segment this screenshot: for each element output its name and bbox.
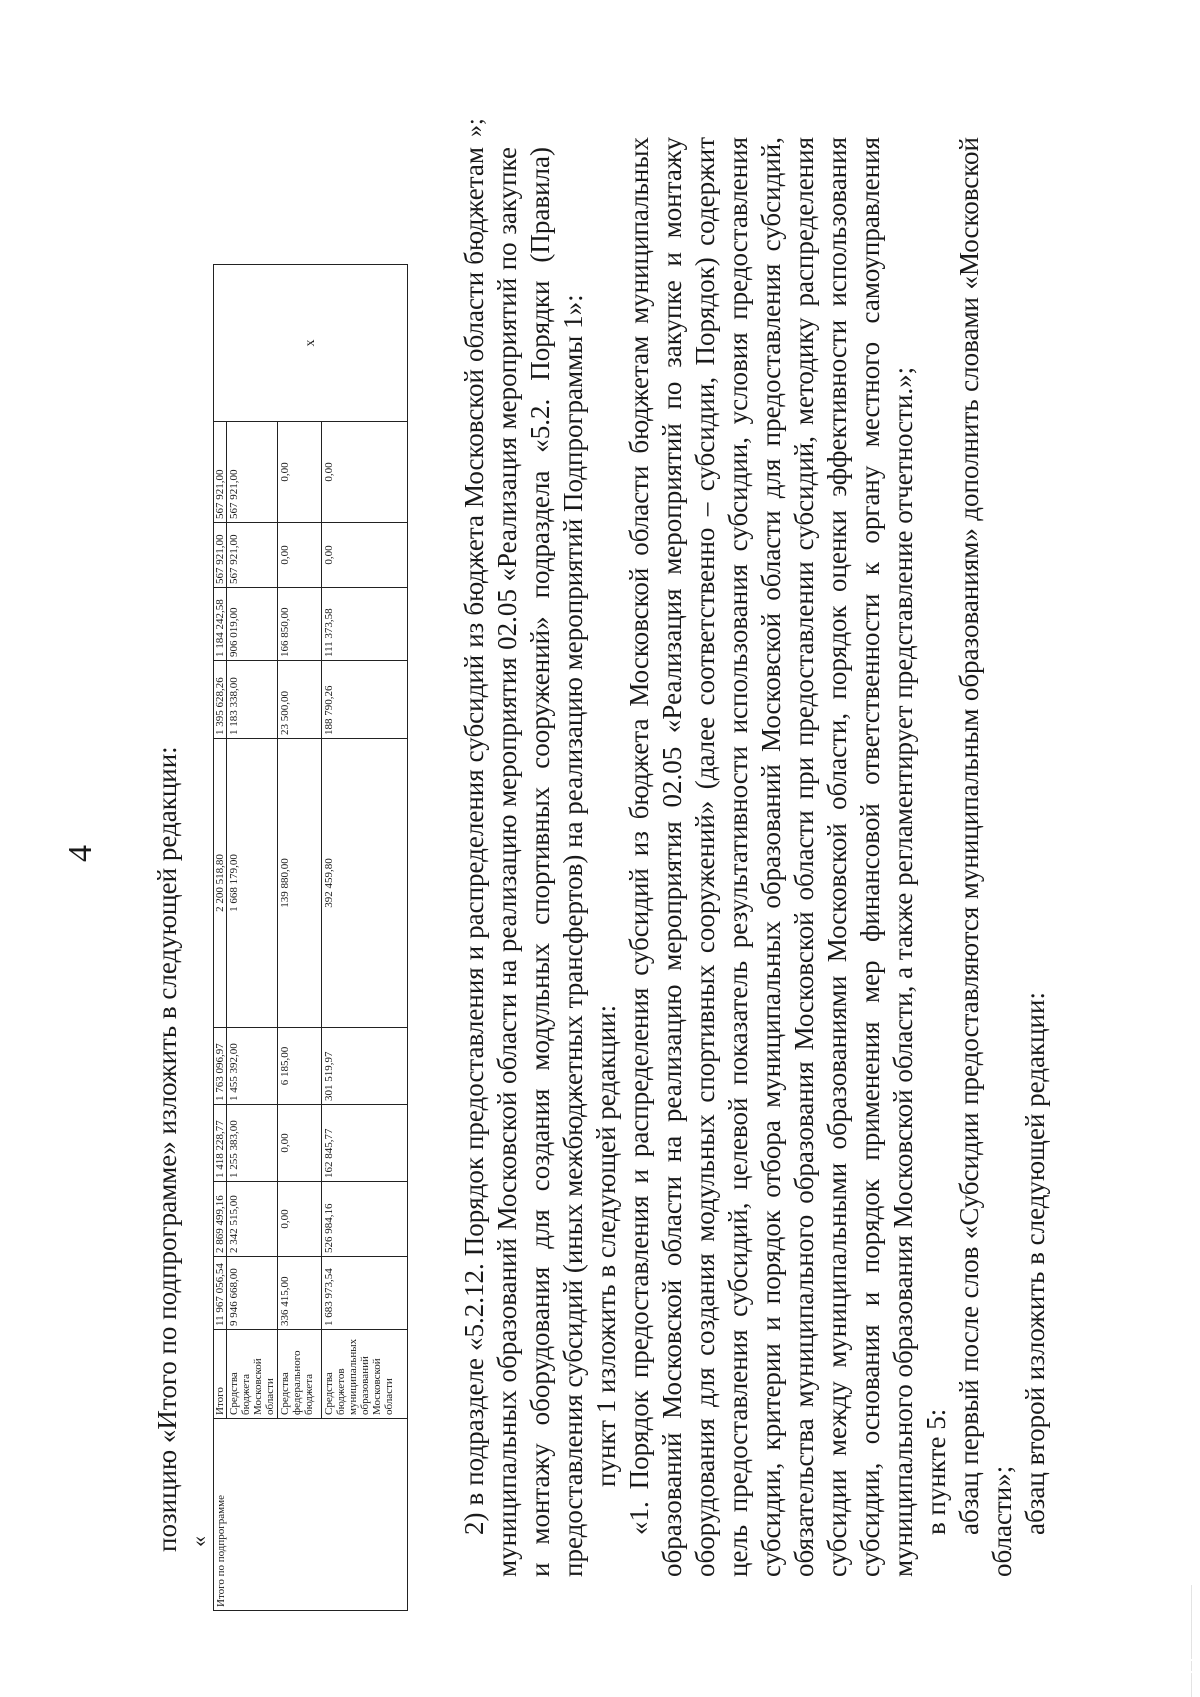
table-row-label: Итого по подпрограмме <box>214 1419 408 1611</box>
table-mark: x <box>214 265 408 422</box>
total-value: 1 395 628,26 <box>214 677 226 735</box>
municipal-value: 111 373,58 <box>322 588 408 661</box>
federal-value: 6 185,00 <box>278 1028 322 1105</box>
total-value: 567 921,00 <box>214 534 226 584</box>
federal-value: 139 880,00 <box>278 739 322 1028</box>
federal-value: 23 500,00 <box>278 661 322 739</box>
total-value: 567 921,00 <box>214 469 226 519</box>
municipal-value: 1 683 973,54 <box>322 1257 408 1330</box>
federal-value: 0,00 <box>278 523 322 588</box>
row-label-municipal: Средства бюджетов муниципальных образований Московской области <box>322 1330 408 1419</box>
total-value: 1 184 242,58 <box>214 599 226 657</box>
row-label-total: Итого <box>214 1387 226 1415</box>
total-value: 2 869 499,16 <box>214 1195 226 1253</box>
regional-value: 1 455 392,00 <box>227 1028 278 1105</box>
paragraph-point-5-first: абзац первый после слов «Субсидии предоставляются муниципальным образованиям» дополнить словами «Московской области»; <box>954 137 1017 1577</box>
subprogram-total-table <box>213 264 408 1611</box>
paragraph-point-5-second: абзац второй изложить в следующей редакции: <box>1020 992 1050 1535</box>
regional-value: 2 342 515,00 <box>227 1182 278 1257</box>
regional-value: 1 668 179,00 <box>227 739 278 1028</box>
row-label-regional: Средства бюджета Московской области <box>227 1330 278 1419</box>
regional-value: 567 921,00 <box>227 422 278 523</box>
regional-value: 9 946 668,00 <box>227 1257 278 1330</box>
total-value: 1 763 096,97 <box>214 1043 226 1101</box>
row-label-federal: Средства федерального бюджета <box>278 1330 322 1419</box>
document-body <box>458 137 1052 1577</box>
regional-value: 1 183 338,00 <box>227 661 278 739</box>
municipal-value: 0,00 <box>322 422 408 523</box>
scan-footer: ............ ..... ..................................... <box>1185 1585 1194 1697</box>
federal-value: 166 850,00 <box>278 588 322 661</box>
regional-value: 567 921,00 <box>227 523 278 588</box>
paragraph-point-5: в пункте 5: <box>921 1408 951 1535</box>
total-value: 1 418 228,77 <box>214 1120 226 1178</box>
municipal-value: 0,00 <box>322 523 408 588</box>
table-label-cell <box>214 1330 227 1419</box>
page-number: 4 <box>62 845 99 862</box>
municipal-value: 162 845,77 <box>322 1105 408 1182</box>
municipal-value: 301 519,97 <box>322 1028 408 1105</box>
federal-value: 0,00 <box>278 1182 322 1257</box>
paragraph-point-1-intro: пункт 1 изложить в следующей редакции: <box>591 1004 621 1487</box>
intro-line: позицию «Итого по подпрограмме» изложить в следующей редакции: <box>152 746 182 1552</box>
federal-value: 0,00 <box>278 1105 322 1182</box>
open-quote: « <box>186 1536 211 1547</box>
regional-value: 1 255 383,00 <box>227 1105 278 1182</box>
regional-value: 906 019,00 <box>227 588 278 661</box>
federal-value: 336 415,00 <box>278 1257 322 1330</box>
municipal-value: 526 984,16 <box>322 1182 408 1257</box>
close-quote: »; <box>462 118 488 137</box>
municipal-value: 392 459,80 <box>322 739 408 1028</box>
total-value: 11 967 056,54 <box>214 1263 226 1326</box>
paragraph-section-2: 2) в подразделе «5.2.12. Порядок предоставления и распределения субсидий из бюджета Московской области бюджетам муниципальных образований Московской области на реализацию мероприятия 02.05 «Реализация мероприятий по закупке и монтажу оборудования для создания модульных спортивных сооружений» подраздела «5.2. Порядки (Правила) предоставления субсидий (иных межбюджетных трансфертов) на реализацию мероприятий Подпрограммы 1»: <box>459 147 588 1577</box>
total-value: 2 200 518,80 <box>214 854 226 912</box>
municipal-value: 188 790,26 <box>322 661 408 739</box>
federal-value: 0,00 <box>278 422 322 523</box>
paragraph-point-1-text: «1. Порядок предоставления и распределения субсидий из бюджета Московской области бюджетам муниципальных образований Московской области на реализацию мероприятия 02.05 «Реализация мероприятий по закупке и монтажу оборудования для создания модульных спортивных сооружений» (далее соответственно – субсидии, Порядок) содержит цель предоставления субсидий, целевой показатель результативности использования субсидии, условия предоставления субсидии, критерии и порядок отбора муниципальных образований Московской области для предоставления субсидий, обязательства муниципального образования Московской области при предоставлении субсидий, методику распределения субсидии между муниципальными образованиями Московской области, порядок оценки эффективности использования субсидии, основания и порядок применения мер финансовой ответственности к органу местного самоуправления муниципального образования Московской области, а также регламентирует представление отчетности.»; <box>624 137 918 1577</box>
